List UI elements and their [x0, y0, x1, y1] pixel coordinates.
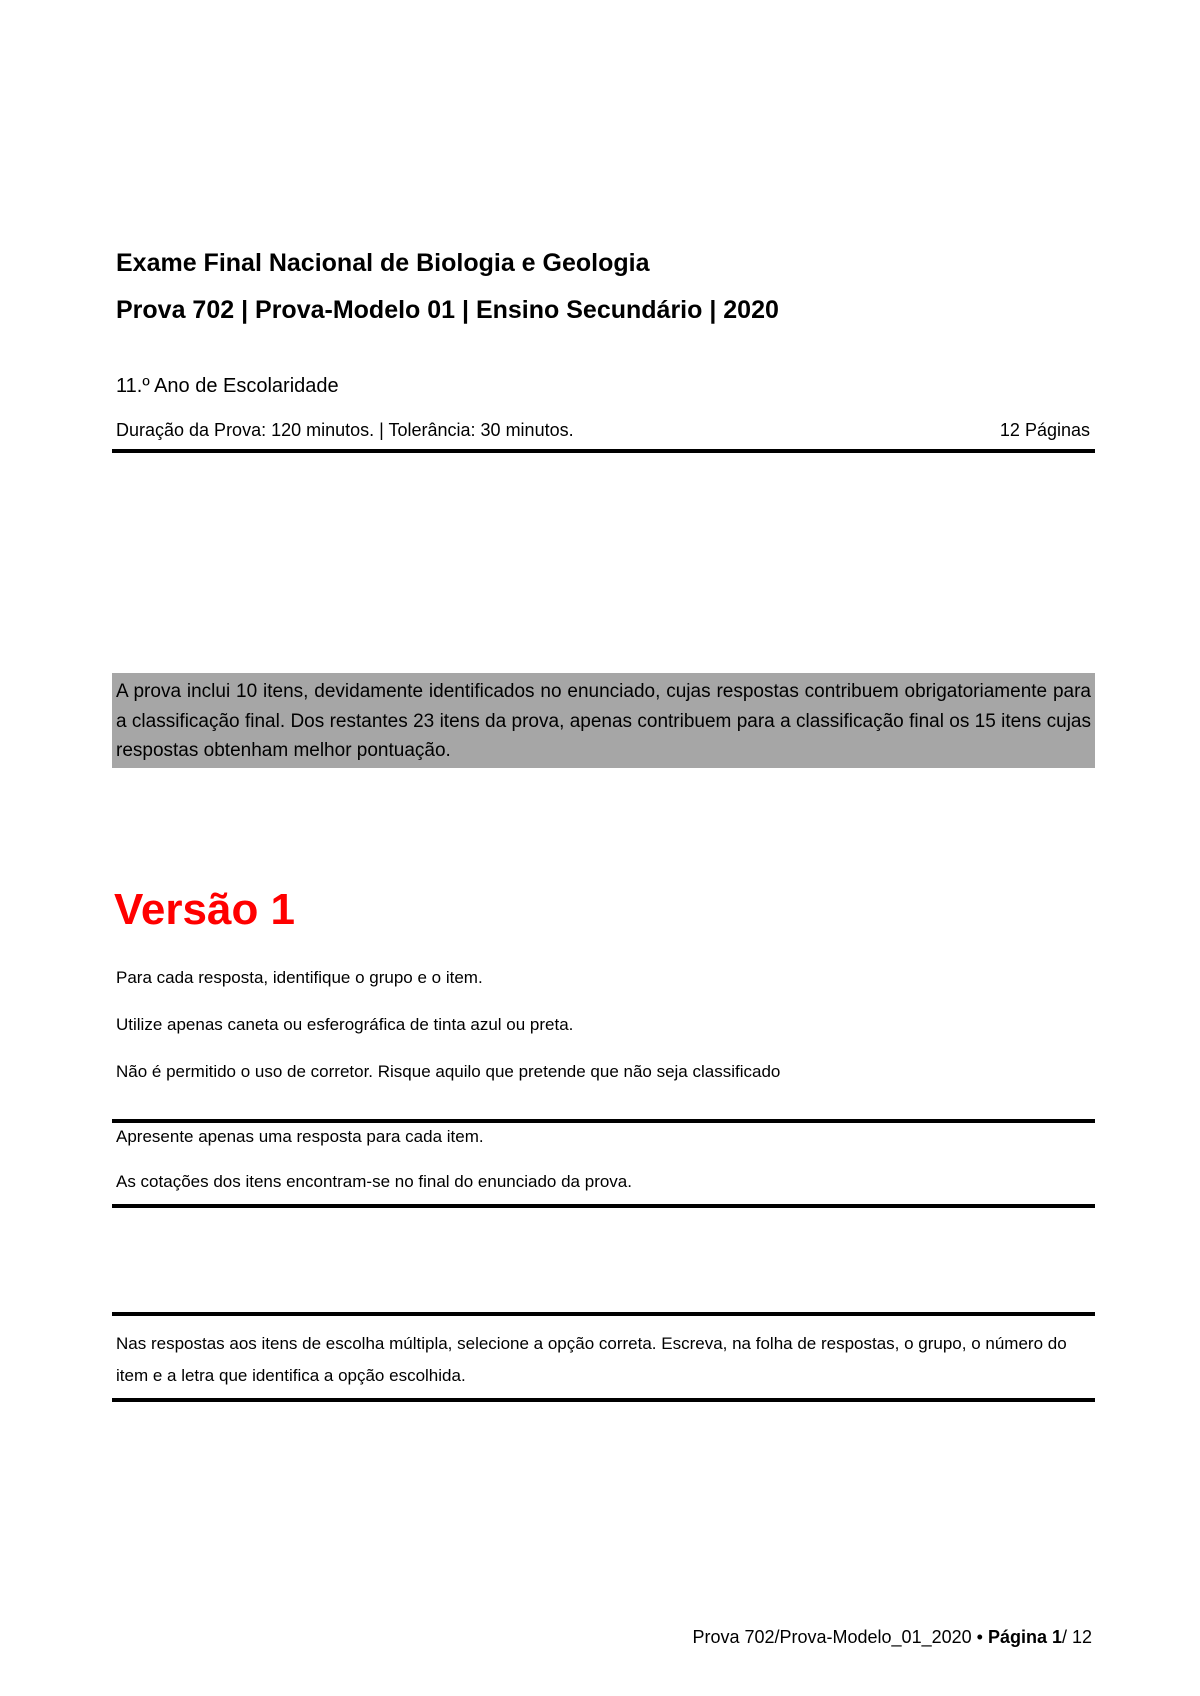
- exam-duration: Duração da Prova: 120 minutos. | Tolerância: 30 minutos.: [116, 420, 574, 440]
- instructions-divider-top: [112, 1119, 1095, 1123]
- school-year: 11.º Ano de Escolaridade: [116, 375, 339, 397]
- exam-subtitle: Prova 702 | Prova-Modelo 01 | Ensino Secundário | 2020: [116, 296, 779, 324]
- page-count: 12 Páginas: [999, 420, 1090, 440]
- duration-row: [116, 420, 1090, 441]
- multiple-choice-divider-top: [112, 1312, 1095, 1316]
- notice-box: A prova inclui 10 itens, devidamente identificados no enunciado, cujas respostas contribuem obrigatoriamente para a classificação final. Dos restantes 23 itens da prova, apenas contribuem para a classificação final os 15 itens cujas respostas obtenham melhor pontuação.: [112, 673, 1095, 768]
- footer-page-label: Página 1: [987, 1627, 1062, 1647]
- version-label: Versão 1: [114, 885, 296, 934]
- multiple-choice-divider-bottom: [112, 1398, 1095, 1402]
- instruction-line: Apresente apenas uma resposta para cada item.: [116, 1127, 484, 1146]
- multiple-choice-instruction: Nas respostas aos itens de escolha múltipla, selecione a opção correta. Escreva, na folha de respostas, o grupo, o número do item e a letra que identifica a opção escolhida.: [116, 1334, 1067, 1385]
- header-divider: [112, 449, 1095, 453]
- instruction-line: As cotações dos itens encontram-se no final do enunciado da prova.: [116, 1172, 632, 1191]
- instruction-line: Para cada resposta, identifique o grupo e o item.: [116, 968, 483, 987]
- exam-title: Exame Final Nacional de Biologia e Geologia: [116, 249, 650, 277]
- instruction-line: Não é permitido o uso de corretor. Risque aquilo que pretende que não seja classificado: [116, 1062, 781, 1081]
- footer-doc-ref: Prova 702/Prova-Modelo_01_2020 •: [692, 1627, 988, 1647]
- instructions-divider-bottom: [112, 1204, 1095, 1208]
- footer-page-total: / 12: [1061, 1627, 1092, 1647]
- page-footer: [692, 1627, 1092, 1648]
- instruction-line: Utilize apenas caneta ou esferográfica de tinta azul ou preta.: [116, 1015, 574, 1034]
